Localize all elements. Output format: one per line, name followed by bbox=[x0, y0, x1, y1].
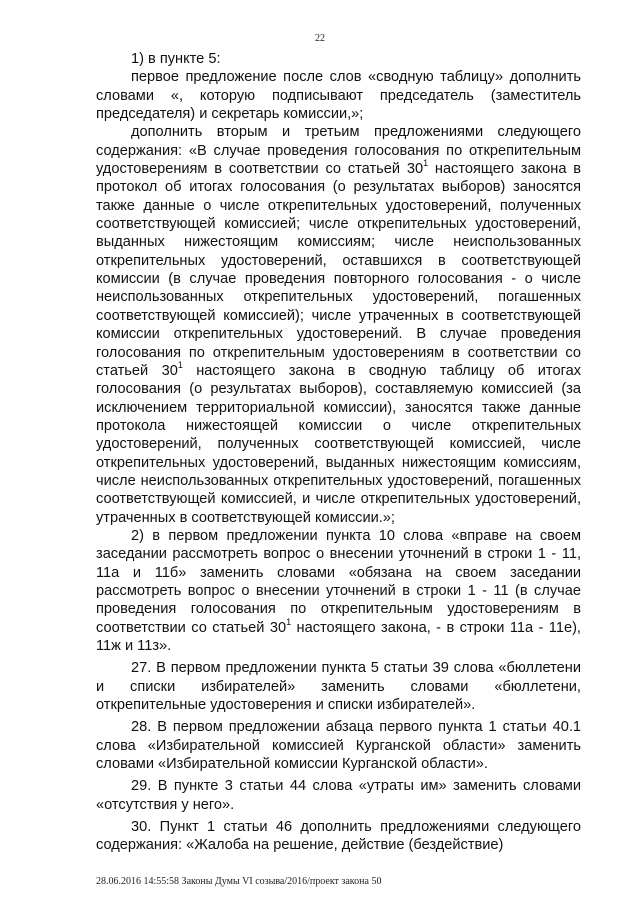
paragraph-item-6: 28. В первом предложении абзаца первого пункта 1 статьи 40.1 слова «Избирательной комиссией Курганской области» заменить словами «Избирательной комиссии Курганской области». bbox=[96, 719, 581, 773]
paragraph-item-8: 30. Пункт 1 статьи 46 дополнить предложениями следующего содержания: «Жалоба на решение, действие (бездействие) bbox=[96, 819, 581, 854]
document-body bbox=[96, 50, 581, 855]
paragraph-item-3: дополнить вторым и третьим предложениями следующего содержания: «В случае проведения голосования по открепительным удостоверениям в соответствии со статьей $30^1$ настоящего закона в протокол об итогах голосования (о результатах выборов) заносятся также данные о числе открепительных удостоверений, полученных соответствующей комиссией; числе открепительных удостоверений, выданных нижестоящим комиссиям; числе неиспользованных открепительных удостоверений, оставшихся в соответствующей комиссии (в случае проведения повторного голосования - о числе неиспользованных открепительных удостоверений, погашенных соответствующей комиссией); числе утраченных в соответствующей комиссии открепительных удостоверений. В случае проведения голосования по открепительным удостоверениям в соответствии со статьей $30^1$ настоящего закона в сводную таблицу об итогах голосования (о результатах выборов), составляемую комиссией (за исключением территориальной комиссии), заносятся также данные протокола нижестоящей комиссии о числе открепительных удостоверений, полученных соответствующей комиссией, числе открепительных удостоверений, выданных нижестоящим комиссиям, числе неиспользованных открепительных удостоверений, погашенных соответствующей комиссией, и числе открепительных удостоверений, утраченных в соответствующей комиссии.»; bbox=[96, 124, 581, 526]
superscript: 1 bbox=[423, 158, 429, 169]
page-number: 22 bbox=[315, 33, 325, 44]
paragraph-item-5: 27. В первом предложении пункта 5 статьи 39 слова «бюллетени и списки избирателей» заменить словами «бюллетени, открепительные удостоверения и списки избирателей». bbox=[96, 660, 581, 714]
superscript: 1 bbox=[177, 359, 183, 370]
footer-stamp: 28.06.2016 14:55:58 Законы Думы VI созыва/2016/проект закона 50 bbox=[96, 876, 382, 887]
paragraph-item-7: 29. В пункте 3 статьи 44 слова «утраты им» заменить словами «отсутствия у него». bbox=[96, 778, 581, 813]
paragraph-item-1: 1) в пункте 5: bbox=[131, 51, 221, 67]
paragraph-item-2: первое предложение после слов «сводную таблицу» дополнить словами «, которую подписывают председатель (заместитель председателя) и секретарь комиссии,»; bbox=[96, 69, 581, 123]
paragraph-item-4: 2) в первом предложении пункта 10 слова «вправе на своем заседании рассмотреть вопрос о внесении уточнений в строки 1 - 11, 11а и 11б» заменить словами «обязана на своем заседании рассмотреть вопрос о внесении уточнений в строки 1 - 11 (в случае проведения голосования по открепительным удостоверениям в соответствии со статьей $30^1$ настоящего закона, - в строки 11а - 11е), 11ж и 11з». bbox=[96, 527, 581, 654]
superscript: 1 bbox=[286, 616, 292, 627]
